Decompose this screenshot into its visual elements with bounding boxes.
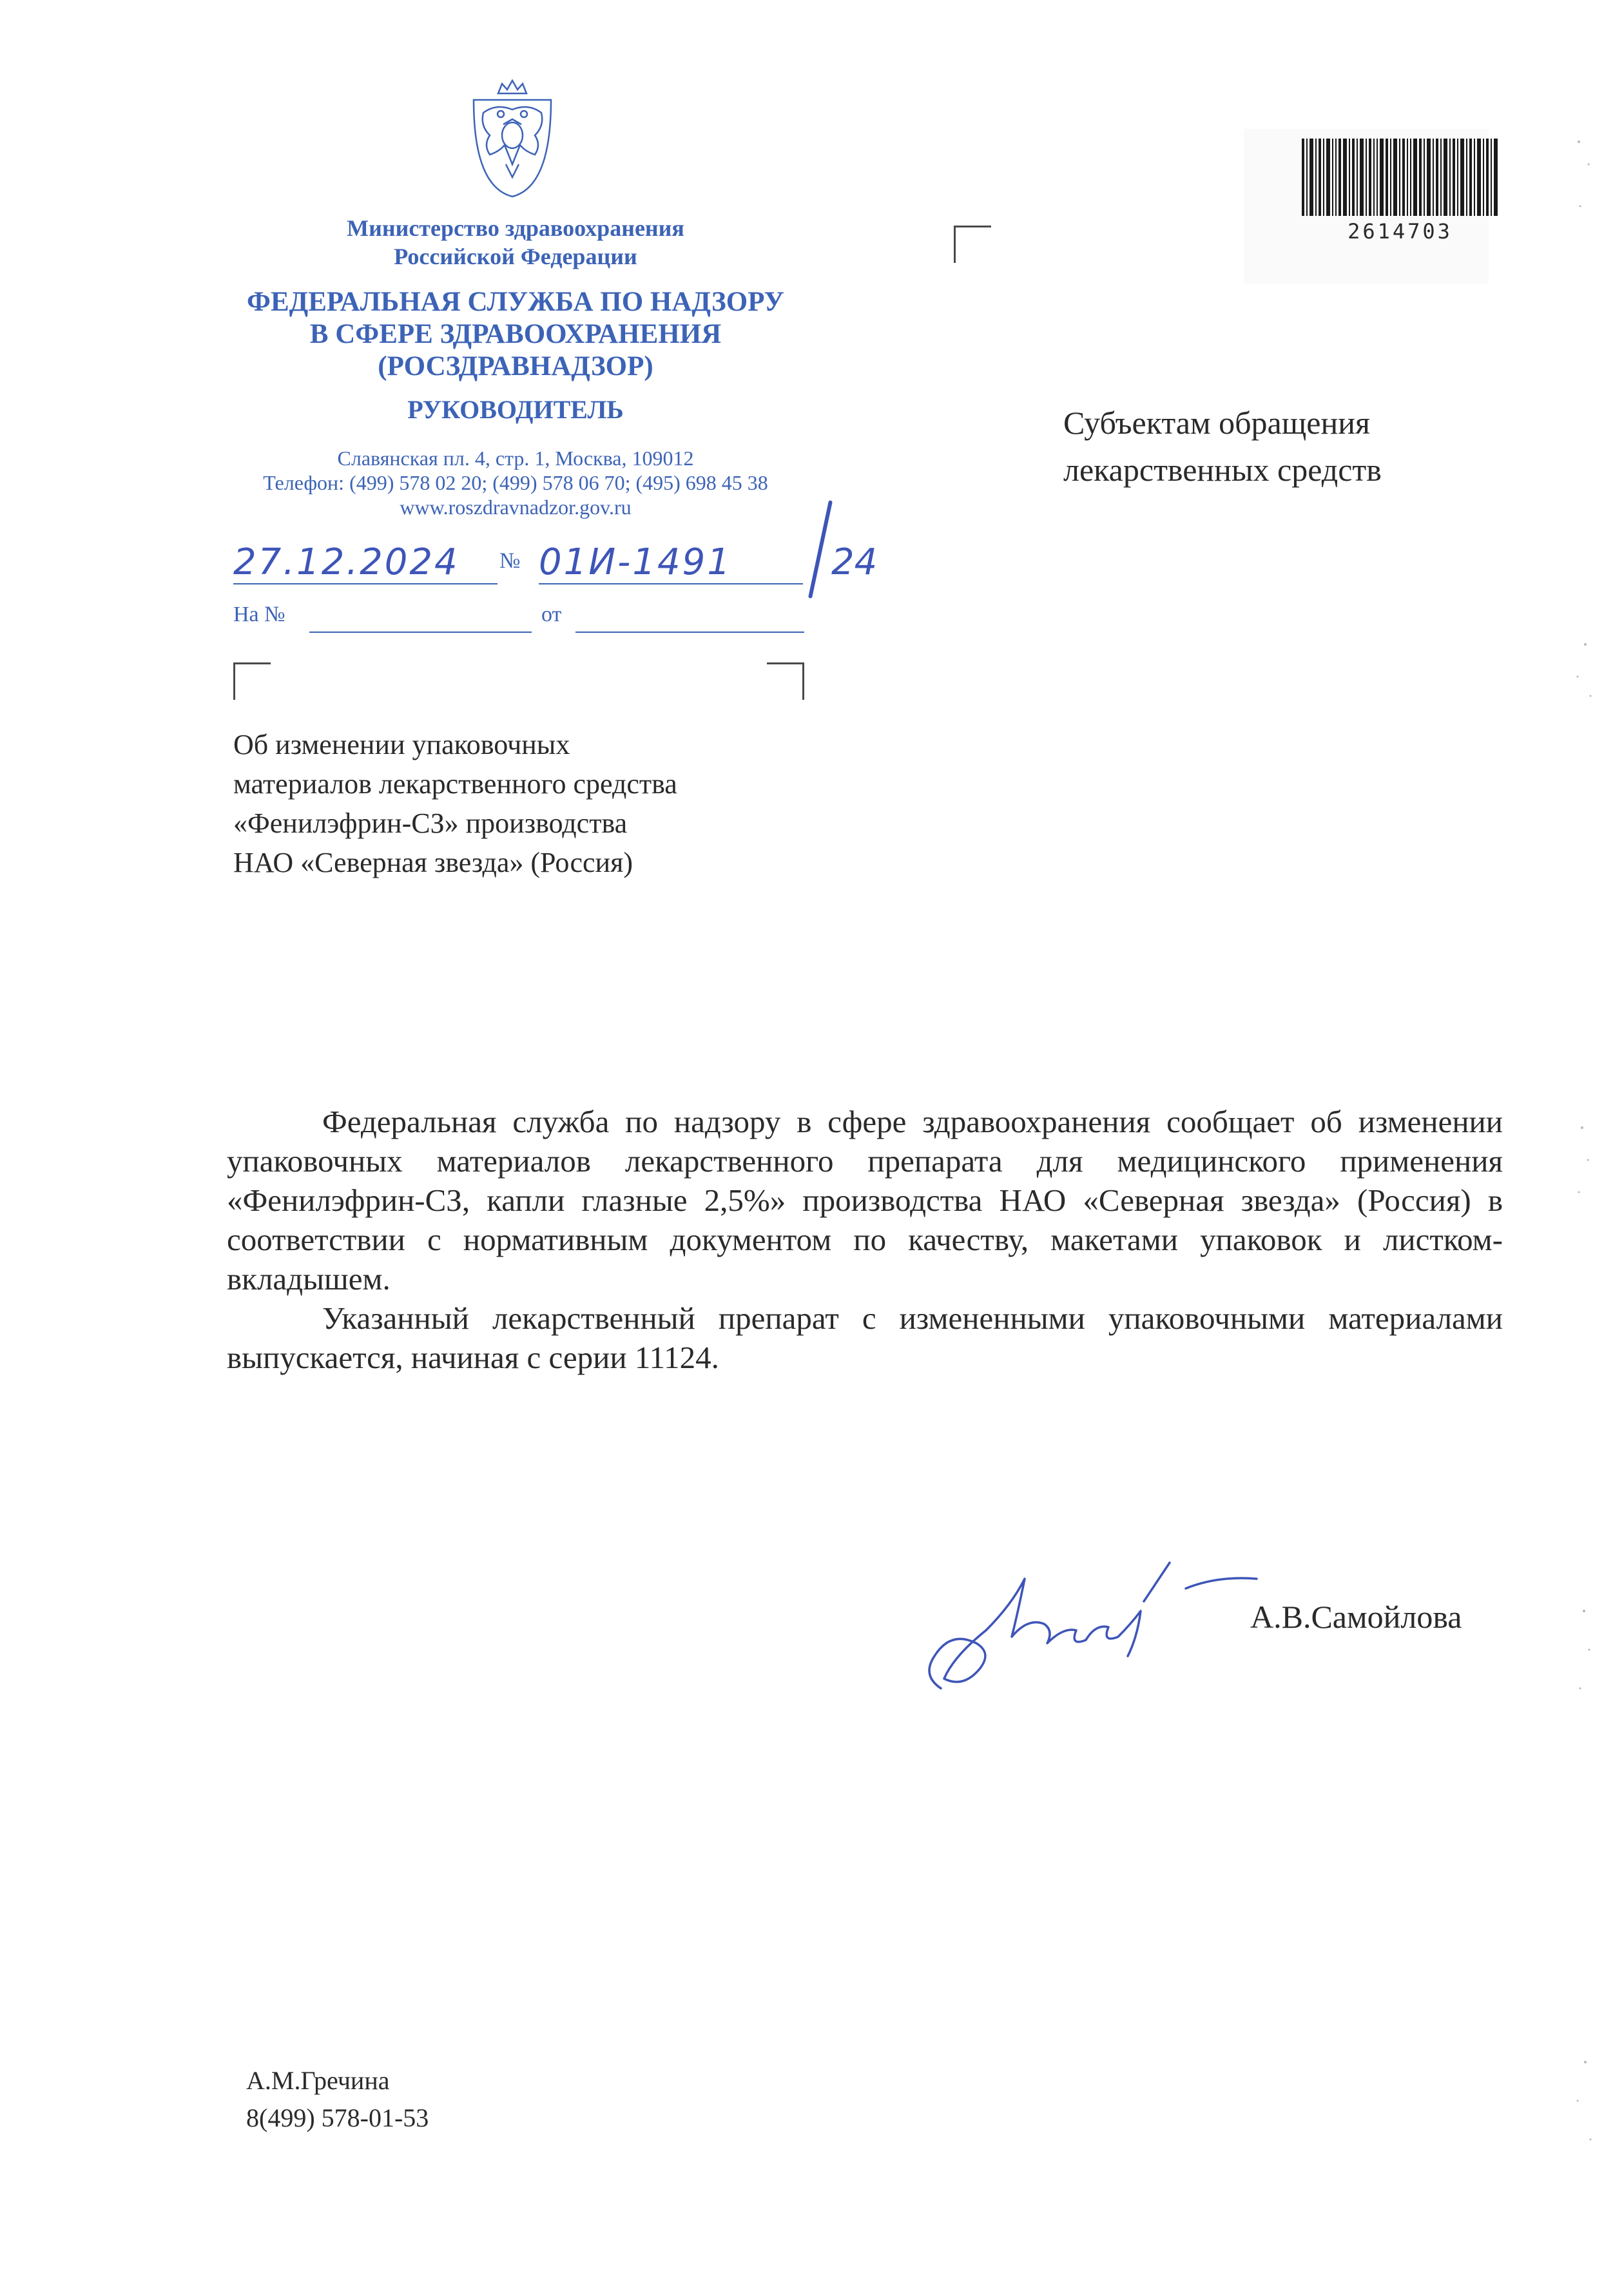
body-paragraph-1: Федеральная служба по надзору в сфере здравоохранения сообщает об изменении упаковочных материалов лекарственного препарата для медицинского применения «Фенилэфрин-СЗ, капли глазные 2,5%» производства НАО «Северная звезда» (Россия) в соответствии с нормативным документом по качеству, макетами упаковок и листком-вкладышем.	[227, 1104, 1503, 1297]
address-corner-left	[954, 226, 991, 263]
subject-line-2: материалов лекарственного средства	[233, 768, 677, 800]
phones: Телефон: (499) 578 02 20; (499) 578 06 70; (495) 698 45 38	[263, 471, 768, 494]
service-line-2: В СФЕРЕ ЗДРАВООХРАНЕНИЯ	[309, 319, 722, 349]
ministry-line-2: Российской Федерации	[394, 244, 637, 269]
body-paragraph-2: Указанный лекарственный препарат с измененными упаковочными материалами выпускается, начиная с серии 11124.	[227, 1300, 1503, 1375]
ministry-line-1: Министерство здравоохранения	[347, 215, 684, 241]
service-line-3: (РОСЗДРАВНАДЗОР)	[378, 351, 653, 381]
subject-corner-right	[767, 662, 804, 700]
subject-line-3: «Фенилэфрин-СЗ» производства	[233, 807, 628, 839]
barcode-number: 2614703	[1348, 219, 1453, 244]
head-title: РУКОВОДИТЕЛЬ	[407, 395, 624, 424]
registration-number-suffix: 24	[831, 541, 878, 583]
number-underline	[539, 583, 803, 584]
barcode-icon	[1302, 139, 1498, 216]
subject-corner-left	[233, 662, 271, 700]
reference-row	[233, 603, 285, 627]
registration-number: 01И-1491	[539, 541, 732, 583]
addressee	[1063, 400, 1382, 494]
website: www.roszdravnadzor.gov.ru	[400, 496, 632, 519]
ref-number-line	[309, 632, 532, 633]
ref-date-line	[575, 632, 804, 633]
subject-line-1: Об изменении упаковочных	[233, 729, 570, 760]
letter-subject	[233, 725, 677, 882]
executor-phone: 8(499) 578-01-53	[246, 2103, 429, 2132]
addressee-line-1: Субъектам обращения	[1063, 405, 1370, 441]
from-label: от	[541, 603, 562, 626]
letter-body	[227, 1102, 1503, 1377]
scan-margin-specks	[1572, 129, 1598, 2255]
date-underline	[233, 583, 498, 584]
service-name	[219, 286, 812, 383]
service-line-1: ФЕДЕРАЛЬНАЯ СЛУЖБА ПО НАДЗОРУ	[247, 287, 784, 317]
subject-line-4: НАО «Северная звезда» (Россия)	[233, 847, 633, 878]
number-sign: №	[499, 549, 521, 573]
ministry-name	[284, 214, 748, 271]
addressee-line-2: лекарственных средств	[1063, 452, 1382, 488]
ref-label: На №	[233, 603, 285, 626]
executor-name: А.М.Гречина	[246, 2066, 390, 2095]
coat-of-arms-icon	[461, 74, 564, 203]
handwritten-signature	[915, 1534, 1263, 1701]
address: Славянская пл. 4, стр. 1, Москва, 109012	[337, 447, 694, 470]
signatory-name: А.В.Самойлова	[1250, 1599, 1462, 1635]
contact-block	[213, 446, 818, 519]
executor-block	[246, 2062, 429, 2137]
registration-date: 27.12.2024	[233, 541, 459, 583]
